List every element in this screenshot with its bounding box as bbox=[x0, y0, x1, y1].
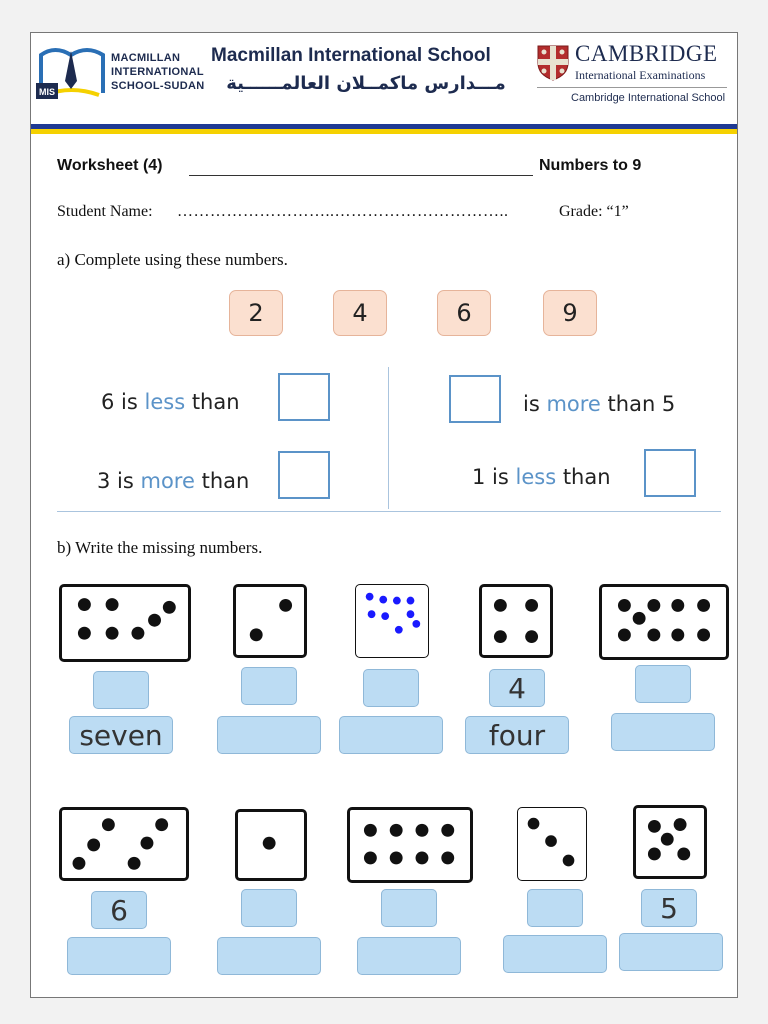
mis-logo-icon bbox=[35, 41, 109, 103]
number-box-row2-3[interactable] bbox=[381, 889, 437, 927]
dice-row2-4 bbox=[517, 807, 587, 881]
dice-row2-1 bbox=[59, 807, 189, 881]
school-name-english: Macmillan International School bbox=[211, 45, 491, 66]
number-card-3: 6 bbox=[437, 290, 491, 336]
word-box-row2-5[interactable] bbox=[619, 933, 723, 971]
header-divider bbox=[537, 87, 727, 88]
number-box-row2-4[interactable] bbox=[527, 889, 583, 927]
section-a-vertical-divider bbox=[388, 367, 389, 509]
dice-row1-1 bbox=[59, 584, 191, 662]
word-box-row1-1[interactable]: seven bbox=[69, 716, 173, 754]
sentence-4: 1 is less than bbox=[472, 465, 611, 489]
word-box-row1-5[interactable] bbox=[611, 713, 715, 751]
header-bar-yellow bbox=[31, 129, 737, 134]
answer-box-2[interactable] bbox=[449, 375, 501, 423]
sentence-2: is more than 5 bbox=[523, 392, 676, 416]
dice-row1-2 bbox=[233, 584, 307, 658]
dice-row1-4 bbox=[479, 584, 553, 658]
worksheet-title: Worksheet (4) bbox=[57, 157, 163, 174]
section-a-horizontal-divider bbox=[57, 511, 721, 512]
worksheet-underline bbox=[189, 175, 533, 176]
grade-label: Grade: “1” bbox=[559, 203, 629, 220]
number-box-row2-5[interactable]: 5 bbox=[641, 889, 697, 927]
mis-badge: MIS bbox=[38, 87, 56, 97]
student-name-field[interactable]: ………………………..………………………….. bbox=[177, 203, 509, 220]
number-box-row1-3[interactable] bbox=[363, 669, 419, 707]
number-box-row2-1[interactable]: 6 bbox=[91, 891, 147, 929]
cambridge-subtitle: International Examinations bbox=[575, 68, 706, 82]
number-box-row1-2[interactable] bbox=[241, 667, 297, 705]
number-box-row1-4[interactable]: 4 bbox=[489, 669, 545, 707]
word-box-row1-4[interactable]: four bbox=[465, 716, 569, 754]
word-box-row2-3[interactable] bbox=[357, 937, 461, 975]
worksheet-page bbox=[30, 32, 738, 998]
word-box-row1-3[interactable] bbox=[339, 716, 443, 754]
school-name-arabic: مـــدارس ماكمــلان العالمــــــية bbox=[226, 73, 506, 94]
cambridge-title: CAMBRIDGE bbox=[575, 41, 718, 66]
worksheet-topic: Numbers to 9 bbox=[539, 157, 642, 174]
mis-name-line-3: SCHOOL-SUDAN bbox=[111, 80, 205, 92]
student-name-label: Student Name: bbox=[57, 203, 153, 220]
answer-box-3[interactable] bbox=[278, 451, 330, 499]
word-box-row2-1[interactable] bbox=[67, 937, 171, 975]
section-b-instruction: b) Write the missing numbers. bbox=[57, 538, 263, 557]
cambridge-shield-icon bbox=[537, 45, 569, 81]
section-a-instruction: a) Complete using these numbers. bbox=[57, 250, 288, 269]
mis-name-line-1: MACMILLAN bbox=[111, 52, 181, 64]
dice-row2-3 bbox=[347, 807, 473, 883]
dice-row1-3 bbox=[355, 584, 429, 658]
number-box-row2-2[interactable] bbox=[241, 889, 297, 927]
sentence-1: 6 is less than bbox=[101, 390, 240, 414]
mis-name-line-2: INTERNATIONAL bbox=[111, 66, 204, 78]
number-card-1: 2 bbox=[229, 290, 283, 336]
answer-box-1[interactable] bbox=[278, 373, 330, 421]
sentence-3: 3 is more than bbox=[97, 469, 250, 493]
dice-row2-5 bbox=[633, 805, 707, 879]
mis-name-block bbox=[111, 51, 204, 93]
dice-row1-5 bbox=[599, 584, 729, 660]
word-box-row1-2[interactable] bbox=[217, 716, 321, 754]
number-card-2: 4 bbox=[333, 290, 387, 336]
word-box-row2-4[interactable] bbox=[503, 935, 607, 973]
cambridge-school-name: Cambridge International School bbox=[571, 92, 726, 104]
dice-row2-2 bbox=[235, 809, 307, 881]
number-box-row1-1[interactable] bbox=[93, 671, 149, 709]
number-card-4: 9 bbox=[543, 290, 597, 336]
word-box-row2-2[interactable] bbox=[217, 937, 321, 975]
number-box-row1-5[interactable] bbox=[635, 665, 691, 703]
answer-box-4[interactable] bbox=[644, 449, 696, 497]
